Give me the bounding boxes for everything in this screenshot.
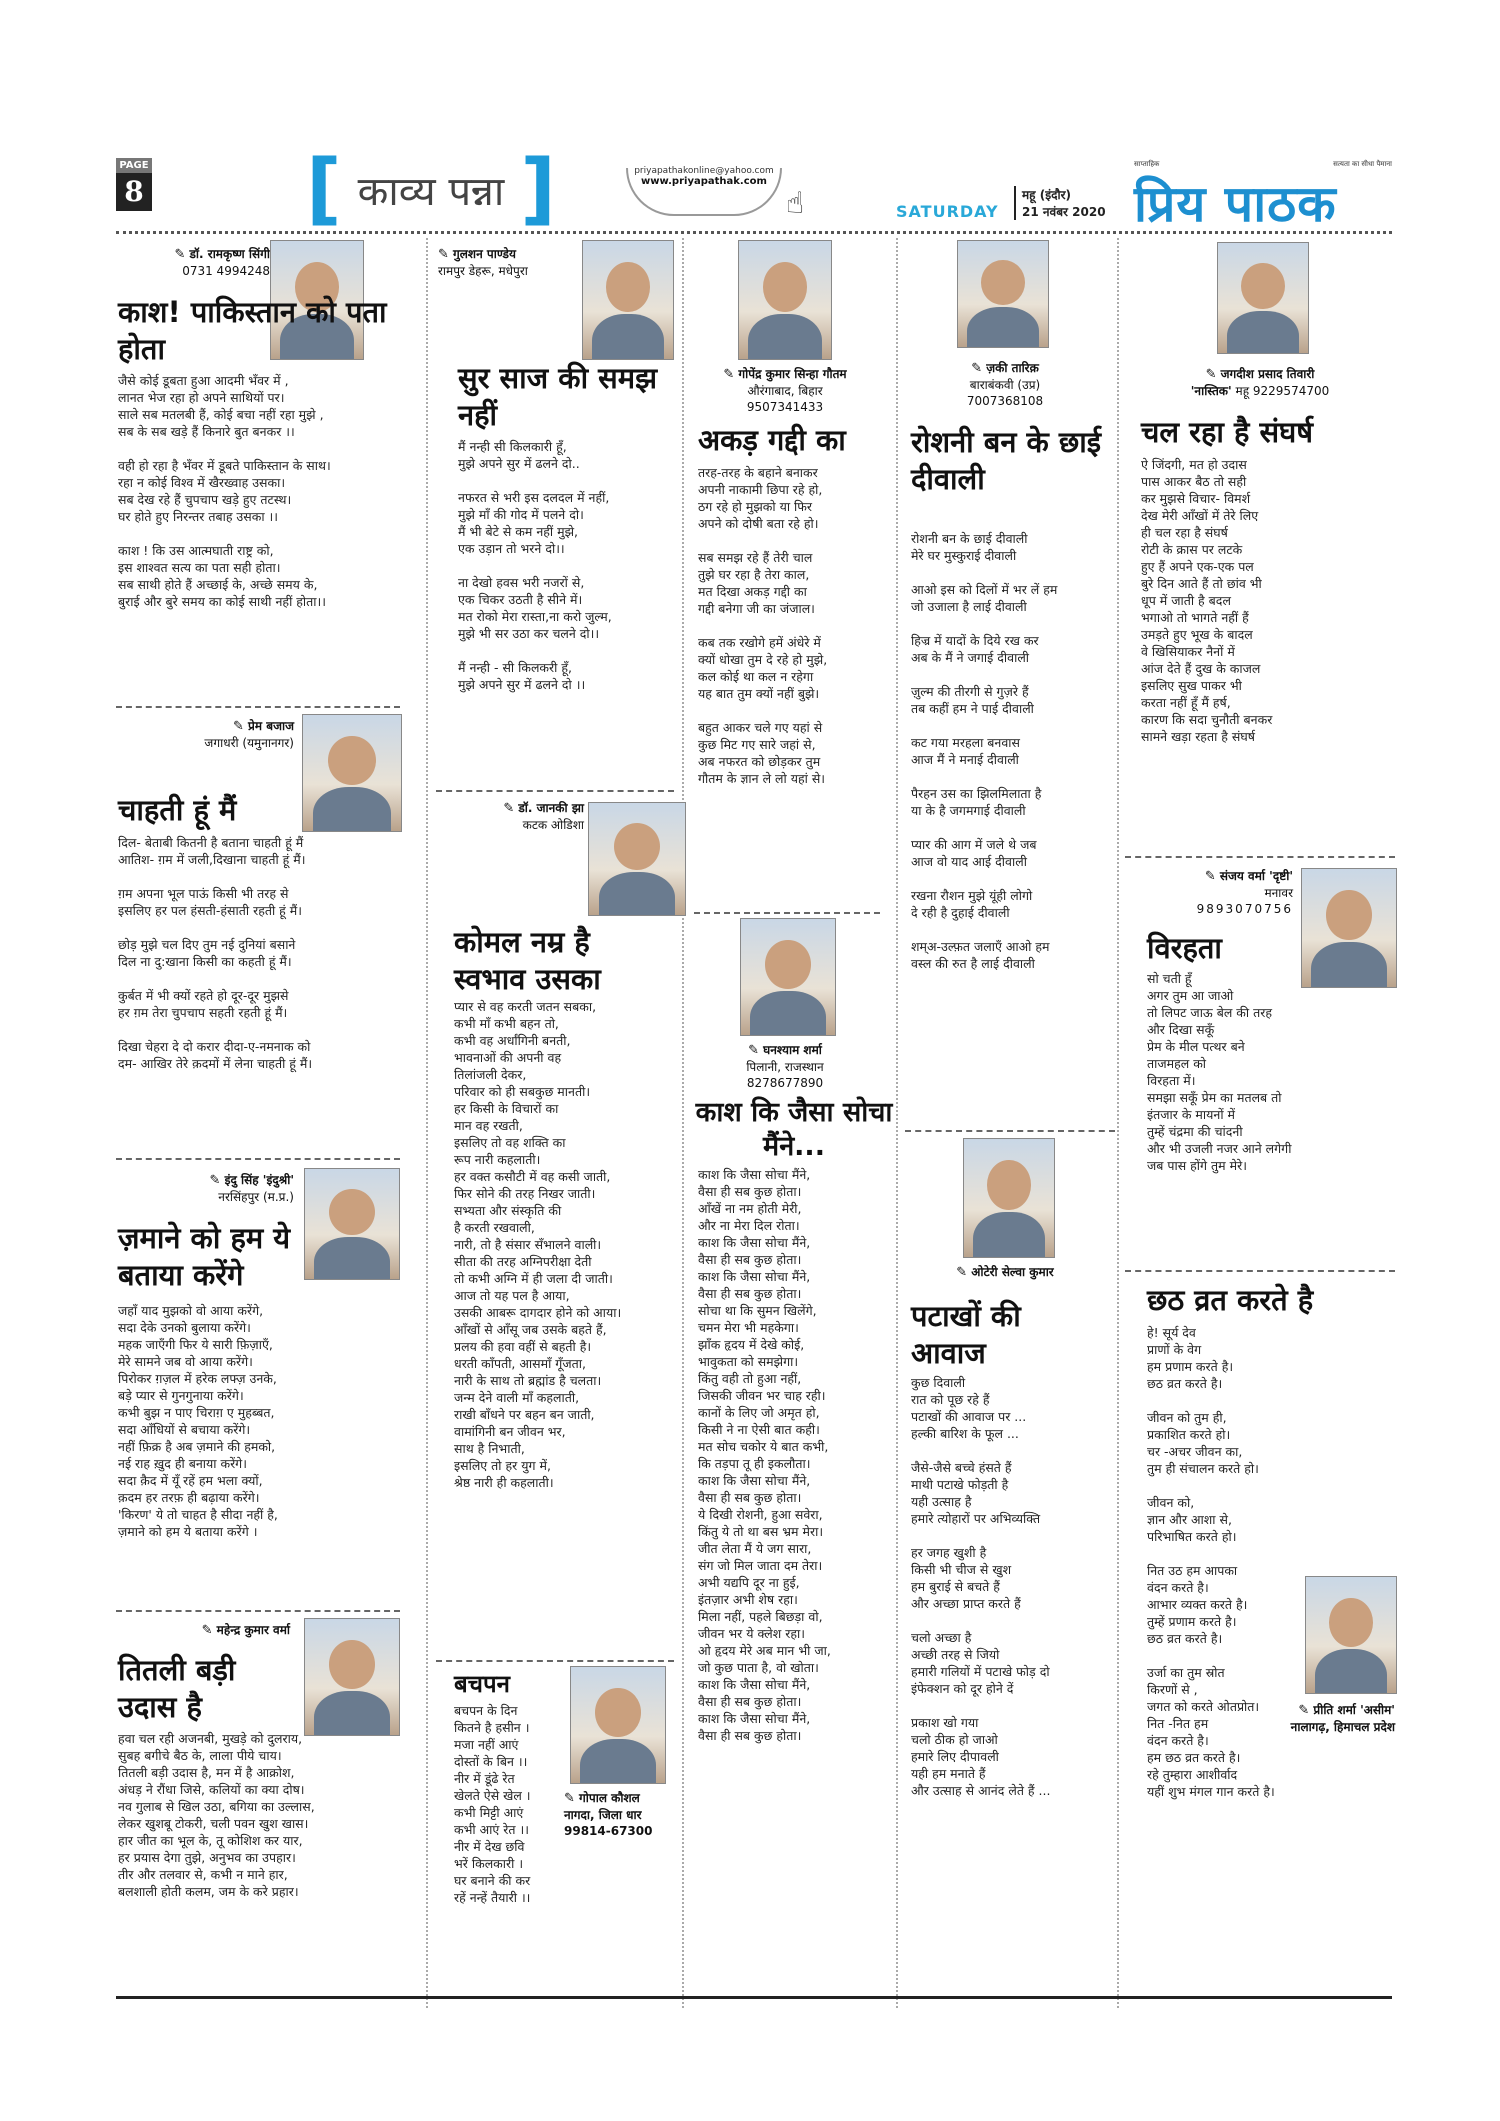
- poem-text: काश कि जैसा सोचा मैंने, वैसा ही सब कुछ होता। आँखें ना नम होती मेरी, और ना मेरा दिल रोता। काश कि जैसा सोचा मैंने, वैसा ही सब कुछ होता। काश कि जैसा सोचा मैंने, वैसा ही सब कुछ होता। सोचा था कि सुमन खिलेंगे, चमन मेरा भी महकेगा। झाँक हृदय में देखे कोई, भावुकता को समझेगा। किंतु वही तो हुआ नहीं, जिसकी जीवन भर चाह रही। कानों के लिए जो अमृत हो, किसी ने ना ऐसी बात कही। मत सोच चकोर ये बात कभी, कि तड़पा तू ही इकलौता। काश कि जैसा सोचा मैंने, वैसा ही सब कुछ होता। ये दिखी रोशनी, हुआ सवेरा, किंतु ये तो था बस भ्रम मेरा। जीत लेता मैं ये जग सारा, संग जो मिल जाता दम तेरा। अभी यद्यपि दूर ना हुई, इंतज़ार अभी शेष रहा। मिला नहीं, पहले बिछड़ा वो, जीवन भर ये क्लेश रहा। ओ हृदय मेरे अब मान भी जा, जो कुछ पाता है, वो खोता। काश कि जैसा सोचा मैंने, वैसा ही सब कुछ होता। काश कि जैसा सोचा मैंने, वैसा ही सब कुछ होता।: [698, 1167, 831, 1743]
- author-place: नालागढ़, हिमाचल प्रदेश: [1290, 1720, 1395, 1734]
- left-bracket-icon: [: [306, 144, 342, 234]
- poem-text: जैसे कोई डूबता हुआ आदमी भँवर में , लानत भेज रहा हो अपने साथियों पर। साले सब मतलबी हैं, कोई बचा नहीं रहा मुझे , सब के सब खड़े हैं किनारे बुत बनकर ।। वही हो रहा है भँवर में डूबते पाकिस्तान के साथ। रहा न कोई विश्व में खैरख्वाह उसका। सब देख रहे हैं चुपचाप खड़े हुए तटस्थ। घर होते हुए निरन्तर तबाह उसका ।। काश ! कि उस आत्मघाती राष्ट्र को, इस शाश्वत सत्य का पता सही होता। सब साथी होते हैं अच्छाई के, अच्छे समय के, बुराई और बुरे समय का कोई साथी नहीं होता।।: [118, 373, 331, 609]
- poem-author: ✎ संजय वर्मा 'दृष्टी' मनावर 9893070756: [1153, 868, 1293, 917]
- poem-author: ✎ गोपाल कौशल नागदा, जिला धार 99814-67300: [564, 1791, 653, 1838]
- column-2: [436, 238, 674, 2008]
- piece-divider: [116, 1158, 400, 1160]
- poem-author: ✎ प्रेम बजाज जगाधरी (यमुनानगर): [204, 719, 294, 750]
- poem-title: काश कि जैसा सोचा मैंने...: [695, 1097, 893, 1162]
- piece-divider: [1125, 856, 1395, 858]
- poem-author: ✎ गोपेंद्र कुमार सिन्हा गौतम औरंगाबाद, बिहार 9507341433: [690, 366, 880, 415]
- column-divider: [426, 238, 428, 2008]
- pen-icon: ✎: [1204, 869, 1220, 884]
- author-photo: [304, 1618, 400, 1736]
- author-place: पिलानी, राजस्थान: [746, 1060, 824, 1074]
- pen-icon: ✎: [956, 1265, 972, 1280]
- poem-text: सो चती हूँ अगर तुम आ जाओ तो लिपट जाऊ बेल की तरह और दिखा सकूँ प्रेम के मील पत्थर बने ताजमहल को विरहता में। समझा सकूँ प्रेम का मतलब तो इंतजार के मायनों में तुम्हें चंद्रमा की चांदनी और भी उजली नजर आने लगेगी जब पास होंगे तुम मेरे।: [1147, 971, 1292, 1173]
- column-4: [905, 238, 1115, 2008]
- poem-text: कुछ दिवाली रात को पूछ रहे हैं पटाखों की आवाज पर ... हल्की बारिश के फूल ... जैसे-जैसे बच्चे हंसते हैं माथी पटाखे फोड़ती है यही उत्साह है हमारे त्योहारों पर अभिव्यक्ति हर जगह खुशी है किसी भी चीज से खुश हम बुराई से बचते हैं और अच्छा प्राप्त करते हैं चलो अच्छा है अच्छी तरह से जियो हमारी गलियों में पटाखे फोड़ दो इंफेक्शन को दूर होने दें प्रकाश खो गया चलो ठीक हो जाओ हमारे लिए दीपावली यही हम मनाते हैं और उत्साह से आनंद लेते हैं ...: [911, 1375, 1051, 1798]
- day-label: SATURDAY: [896, 202, 999, 221]
- author-photo: [1305, 1576, 1397, 1694]
- poem-text: तरह-तरह के बहाने बनाकर अपनी नाकामी छिपा रहे हो, ठग रहे हो मुझको या फिर अपने को दोषी बता रहे हो। सब समझ रहे हैं तेरी चाल तुझे घर रहा है तेरा काल, मत दिखा अकड़ गद्दी का गद्दी बनेगा जी का जंजाल। कब तक रखोगे हमें अंधेरे में क्यों धोखा तुम दे रहे हो मुझे, कल कोई था कल न रहेगा यह बात तुम क्यों नहीं बुझे। बहुत आकर चले गए यहां से कुछ मिट गए सारे जहां से, अब नफरत को छोड़कर तुम गौतम के ज्ञान ले लो यहां से।: [698, 465, 828, 786]
- pen-icon: ✎: [438, 247, 454, 262]
- pen-icon: ✎: [201, 1623, 217, 1638]
- dateline: [1014, 186, 1106, 220]
- poem-text: मैं नन्ही सी किलकारी हूँ, मुझे अपने सुर में ढलने दो.. नफरत से भरी इस दलदल में नहीं, मुझे माँ की गोद में पलने दो। मैं भी बेटे से कम नहीं मुझे, एक उड़ान तो भरने दो।। ना देखो हवस भरी नजरों से, एक चिकर उठती है सीने में। मत रोको मेरा रास्ता,ना करो जुल्म, मुझे भी सर उठा कर चलने दो।। मैं नन्ही - सी किलकरी हूँ, मुझे अपने सुर में ढलने दो ।।: [458, 439, 612, 692]
- section-title-text: काव्य पन्ना: [357, 168, 505, 215]
- pen-icon: ✎: [1298, 1703, 1314, 1718]
- poem-text: रोशनी बन के छाई दीवाली मेरे घर मुस्कुराई दीवाली आओ इस को दिलों में भर लें हम जो उजाला है लाई दीवाली हिज्र में यादों के दिये रख कर अब के मैं ने जगाई दीवाली ज़ुल्म की तीरगी से गुज़रे हैं तब कहीं हम ने पाई दीवाली कट गया मरहला बनवास आज मैं ने मनाई दीवाली पैरहन उस का झिलमिलाता है या के है जगमगाई दीवाली प्यार की आग में जले थे जब आज वो याद आई दीवाली रखना रौशन मुझे यूंही लोगो दे रही है दुहाई दीवाली शम्अ-उल्फ़त जलाएँ आओ हम वस्ल की रुत है लाई दीवाली: [911, 531, 1058, 971]
- column-5: [1125, 238, 1395, 2008]
- newspaper-logo: [1134, 160, 1392, 233]
- poem-author: ✎ इंदु सिंह 'इंदुश्री' नरसिंहपुर (म.प्र.): [209, 1173, 294, 1204]
- poem-author: ✎ प्रीति शर्मा 'असीम' नालागढ़, हिमाचल प्रदेश: [1275, 1702, 1395, 1735]
- author-photo: [740, 918, 836, 1036]
- pen-icon: ✎: [503, 801, 519, 816]
- date-text: 21 नवंबर 2020: [1022, 205, 1106, 219]
- pen-icon: ✎: [1205, 367, 1221, 382]
- pen-icon: ✎: [723, 367, 739, 382]
- poem-title: रोशनी बन के छाई दीवाली: [911, 425, 1101, 496]
- author-place: मनावर: [1264, 886, 1293, 900]
- poem-text: जहाँ याद मुझको वो आया करेंगे, सदा देके उनको बुलाया करेंगे। महक जाएँगी फिर ये सारी फ़िज़ाएँ, मेरे सामने जब वो आया करेंगे। पिरोकर ग़ज़ल में हरेक लफ्ज़ उनके, बड़े प्यार से गुनगुनाया करेंगे। कभी बुझ न पाए चिराग़ ए मुहब्बत, सदा आँधियों से बचाया करेंगे। नहीं फ़िक्र है अब ज़माने की हमको, नई राह ख़ुद ही बनाया करेंगे। सदा क़ैद में यूँ रहें हम भला क्यों, क़दम हर तरफ़ ही बढ़ाया करेंगे। 'किरण' ये तो चाहत है सीदा नहीं है, ज़माने को हम ये बताया करेंगे ।: [118, 1303, 278, 1539]
- poem-title: सुर साज की समझ नहीं: [458, 361, 658, 432]
- author-place: नरसिंहपुर (म.प्र.): [218, 1190, 294, 1204]
- pointing-hand-icon: ☝: [786, 186, 805, 221]
- masthead: [116, 144, 1392, 234]
- column-1: [116, 238, 400, 2008]
- poem-author: ✎ जगदीश प्रसाद तिवारी 'नास्तिक' महू 9229574700: [1190, 367, 1330, 398]
- poem-title: अकड़ गद्दी का: [698, 423, 846, 457]
- piece-divider: [1125, 1270, 1395, 1272]
- header-divider: [116, 231, 1392, 234]
- piece-divider: [694, 912, 880, 914]
- author-photo: [588, 802, 686, 916]
- author-place: औरंगाबाद, बिहार: [747, 384, 823, 398]
- poem-text: ऐ जिंदगी, मत हो उदास पास आकर बैठ तो सही कर मुझसे विचार- विमर्श देख मेरी आँखों में तेरे लिए ही चल रहा है संघर्ष रोटी के क्रास पर लटके हुए हैं अपने एक-एक पल बुरे दिन आते हैं तो छांव भी धूप में जाती है बदल भगाओ तो भागते नहीं हैं उमड़ते हुए भूख के बादल वे खिसियाकर नैनों में आंज देते हैं दुख के काजल इसलिए सुख पाकर भी करता नहीं हूँ मैं हर्ष, कारण कि सदा चुनौती बनकर सामने खड़ा रहता है संघर्ष: [1141, 457, 1273, 744]
- poem-text: हवा चल रही अजनबी, मुखड़े को दुलराय, सुबह बगीचे बैठ के, लाला पीये चाय। तितली बड़ी उदास है, मन में है आक्रोश, अंधड़ ने रौंधा जिसे, कलियों का क्या दोष। नव गुलाब से खिल उठा, बगिया का उल्लास, लेकर खुशबू टोकरी, चली पवन खुश खास। हार जीत का भूल के, तू कोशिश कर यार, हर प्रयास देगा तुझे, अनुभव का उपहार। तीर और तलवार से, कभी न माने हार, बलशाली होती कलम, जम के करे प्रहार।: [118, 1731, 315, 1899]
- web-contact-badge: [626, 168, 782, 216]
- author-phone: 8278677890: [746, 1076, 824, 1090]
- poem-title: चल रहा है संघर्ष: [1141, 415, 1314, 449]
- piece-divider: [116, 1610, 400, 1612]
- pen-icon: ✎: [209, 1173, 225, 1188]
- piece-divider: [116, 706, 400, 708]
- pen-icon: ✎: [174, 247, 190, 262]
- poem-title: कोमल नम्र है स्वभाव उसका: [454, 925, 601, 996]
- author-phone: 7007368108: [966, 394, 1044, 408]
- poem-title: चाहती हूं मैं: [118, 793, 237, 827]
- author-photo: [582, 240, 674, 360]
- poem-text: दिल- बेताबी कितनी है बताना चाहती हूं मैं आतिश- ग़म में जली,दिखाना चाहती हूं मैं। ग़म अपना भूल पाऊं किसी भी तरह से इसलिए हर पल हंसती-हंसाती रहती हूं मैं। छोड़ मुझे चल दिए तुम नई दुनियां बसाने दिल ना दु:खाना किसी का कहती हूं मैं। कुर्बत में भी क्यों रहते हो दूर-दूर मुझसे हर ग़म तेरा चुपचाप सहती रहती हूं मैं। दिखा चेहरा दे दो करार दीदा-ए-नमनाक को दम- आखिर तेरे क़दमों में लेना चाहती हूं मैं।: [118, 835, 313, 1071]
- poem-author: ✎ ज़की तारिक़ बाराबंकवी (उप्र) 7007368108: [905, 360, 1105, 409]
- website-link[interactable]: www.priyapathak.com: [641, 176, 767, 187]
- page-number: 8: [116, 173, 152, 211]
- column-divider: [896, 238, 898, 2008]
- logo-tag-right: सत्यता का सीधा पैमाना: [1333, 160, 1392, 168]
- author-photo: [957, 240, 1049, 348]
- poem-title: तितली बड़ी उदास है: [118, 1653, 236, 1724]
- author-place: नागदा, जिला धार: [564, 1808, 642, 1822]
- author-photo: [570, 1666, 666, 1784]
- pen-icon: ✎: [564, 1791, 580, 1806]
- poem-text: प्यार से वह करती जतन सबका, कभी माँ कभी बहन तो, कभी वह अर्धांगिनी बनती, भावनाओं की अपनी वह तिलांजली देकर, परिवार को ही सबकुछ मानती। हर किसी के विचारों का मान वह रखती, इसलिए तो वह शक्ति का रूप नारी कहलाती। हर वक्त कसौटी में वह कसी जाती, फिर सोने की तरह निखर जाती। सभ्यता और संस्कृति की है करती रखवाली, नारी, तो है संसार सँभालने वाली। सीता की तरह अग्निपरीक्षा देती तो कभी अग्नि में ही जला दी जाती। आज तो यह पल है आया, उसकी आबरू दागदार होने को आया। आँखों से आँसू जब उसके बहते हैं, प्रलय की हवा वहीं से बहती है। धरती काँपती, आसमाँ गूँजता, नारी के साथ तो ब्रह्मांड है चलता। जन्म देने वाली माँ कहलाती, राखी बाँधने पर बहन बन जाती, वामांगिनी बन जीवन भर, साथ है निभाती, इसलिए तो हर युग में, श्रेष्ठ नारी ही कहलाती।: [454, 999, 622, 1490]
- piece-divider: [905, 1130, 1115, 1132]
- column-3: [690, 238, 893, 2008]
- logo-tag-left: साप्ताहिक: [1134, 160, 1160, 168]
- author-place-phone: महू 9229574700: [1235, 384, 1330, 398]
- author-photo: [738, 240, 832, 360]
- piece-divider: [436, 790, 674, 792]
- city-text: महू (इंदौर): [1022, 188, 1071, 202]
- piece-divider: [436, 1660, 674, 1662]
- poem-title: काश! पाकिस्तान को पता होता: [118, 295, 387, 366]
- page-badge: [116, 158, 152, 211]
- author-photo: [304, 1168, 400, 1280]
- author-phone: 99814-67300: [564, 1824, 653, 1838]
- author-photo: [963, 1138, 1055, 1258]
- author-pen-name: 'नास्तिक': [1190, 384, 1232, 398]
- poem-author: ✎ महेन्द्र कुमार वर्मा: [201, 1623, 290, 1638]
- poem-title: छठ व्रत करते है: [1147, 1283, 1314, 1317]
- poem-author: ✎ ओटेरी सेल्वा कुमार: [956, 1265, 1054, 1280]
- poem-text: हे! सूर्य देव प्राणों के वेग हम प्रणाम करते है। छठ व्रत करते है। जीवन को तुम ही, प्रकाशित करते हो। चर -अचर जीवन का, तुम ही संचालन करते हो। जीवन को, ज्ञान और आशा से, परिभाषित करते हो। नित उठ हम आपका वंदन करते है। आभार व्यक्त करते है। तुम्हें प्रणाम करते है। छठ व्रत करते है। उर्जा का तुम स्रोत किरणों से , जगत को करते ओतप्रोत। नित -नित हम वंदन करते है। हम छठ व्रत करते है। रहे तुम्हारा आशीर्वाद यहीं शुभ मंगल गान करते है।: [1147, 1325, 1275, 1799]
- poem-author: ✎ डॉ. रामकृष्ण सिंगी 0731 4994248: [174, 247, 270, 278]
- poem-text: बचपन के दिन कितने है हसीन । मजा नहीं आएं दोस्तों के बिन ।। नीर में डूंढे रेत खेलते ऐसे खेल । कभी मिट्टी आएं कभी आएं रेत ।। नीर में देख छवि भरें किलकारी । घर बनाने की कर रहें नन्हें तैयारी ।।: [454, 1703, 531, 1905]
- poem-kash-pakistan: [116, 238, 400, 708]
- poem-author: ✎ गुलशन पाण्डेय रामपुर डेहरू, मधेपुरा: [438, 247, 528, 278]
- author-phone: 9893070756: [1196, 902, 1293, 916]
- logo-name: प्रिय पाठक: [1134, 174, 1337, 233]
- poem-title: बचपन: [454, 1670, 510, 1698]
- poem-title: ज़माने को हम ये बताया करेंगे: [118, 1221, 291, 1292]
- author-place: बाराबंकवी (उप्र): [969, 378, 1041, 392]
- email-text[interactable]: priyapathakonline@yahoo.com: [634, 166, 774, 176]
- author-place: रामपुर डेहरू, मधेपुरा: [438, 264, 528, 278]
- author-photo: [1217, 242, 1309, 354]
- poem-title: विरहता: [1147, 931, 1222, 965]
- pen-icon: ✎: [233, 719, 249, 734]
- page-bottom-rule: [116, 1996, 1392, 1999]
- pen-icon: ✎: [748, 1043, 764, 1058]
- page-label: PAGE: [116, 158, 152, 173]
- section-title: [306, 144, 556, 234]
- poem-title: पटाखों की आवाज: [911, 1299, 1021, 1370]
- poem-author: ✎ घनश्याम शर्मा पिलानी, राजस्थान 8278677890: [690, 1042, 880, 1091]
- poem-author: ✎ डॉ. जानकी झा कटक ओडिशा: [503, 801, 584, 832]
- author-phone: 0731 4994248: [182, 264, 270, 278]
- author-phone: 9507341433: [746, 400, 824, 414]
- author-place: जगाधरी (यमुनानगर): [204, 736, 294, 750]
- author-place: कटक ओडिशा: [522, 818, 584, 832]
- pen-icon: ✎: [971, 361, 987, 376]
- right-bracket-icon: ]: [520, 144, 556, 234]
